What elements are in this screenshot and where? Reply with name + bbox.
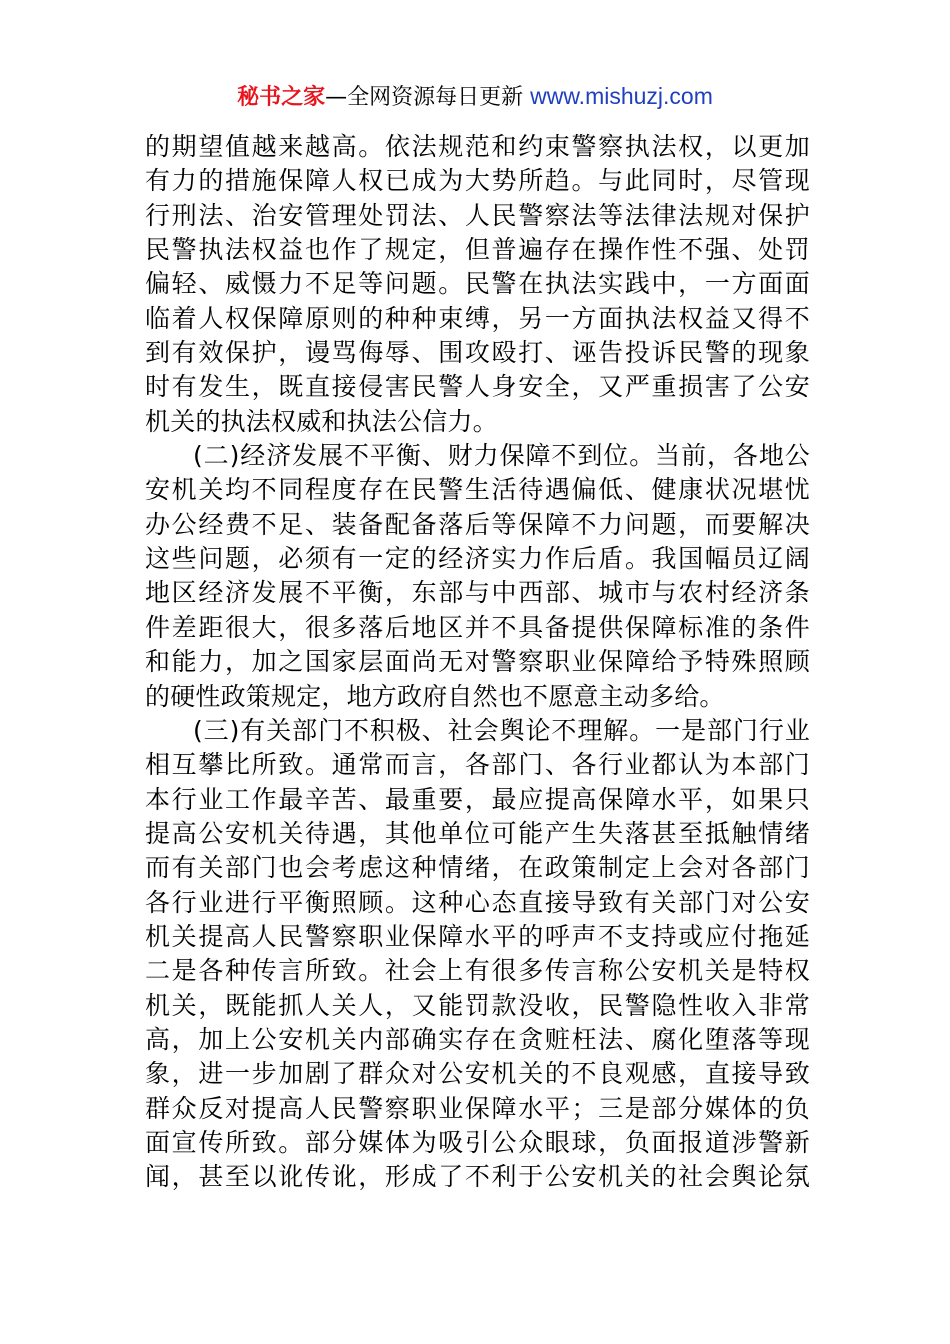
text-line: 有力的措施保障人权已成为大势所趋。与此同时，尽管现: [145, 166, 810, 196]
text-line: 办公经费不足、装备配备落后等保障不力问题，而要解决: [145, 509, 810, 539]
text-line: 面宣传所致。部分媒体为吸引公众眼球，负面报道涉警新: [145, 1127, 810, 1157]
section-heading-line: (三)有关部门不积极、社会舆论不理解。一是部门行业: [193, 715, 810, 745]
text-line: 到有效保护，谩骂侮辱、围攻殴打、诬告投诉民警的现象: [145, 338, 810, 368]
text-line: 二是各种传言所致。社会上有很多传言称公安机关是特权: [145, 956, 810, 986]
text-line: 件差距很大，很多落后地区并不具备提供保障标准的条件: [145, 612, 810, 642]
text-line: 民警执法权益也作了规定，但普遍存在操作性不强、处罚: [145, 235, 810, 265]
text-line: 机关的执法权威和执法公信力。: [145, 406, 498, 436]
text-line: 而有关部门也会考虑这种情绪，在政策制定上会对各部门: [145, 853, 810, 883]
document-body: [145, 130, 810, 1195]
text-line: 机关，既能抓人关人，又能罚款没收，民警隐性收入非常: [145, 990, 810, 1020]
text-line: 时有发生，既直接侵害民警人身安全，又严重损害了公安: [145, 372, 810, 402]
text-line: 的硬性政策规定，地方政府自然也不愿意主动多给。: [145, 681, 725, 711]
page-header: [0, 80, 950, 114]
text-line: 行刑法、治安管理处罚法、人民警察法等法律法规对保护: [145, 200, 810, 230]
text-line: 和能力，加之国家层面尚无对警察职业保障给予特殊照顾: [145, 647, 810, 677]
text-line: 象，进一步加剧了群众对公安机关的不良观感，直接导致: [145, 1059, 810, 1089]
section-heading-line: (二)经济发展不平衡、财力保障不到位。当前，各地公: [193, 441, 810, 471]
text-line: 提高公安机关待遇，其他单位可能产生失落甚至抵触情绪: [145, 818, 810, 848]
text-line: 群众反对提高人民警察职业保障水平；三是部分媒体的负: [145, 1093, 810, 1123]
text-line: 偏轻、威慑力不足等问题。民警在执法实践中，一方面面: [145, 269, 810, 299]
text-line: 闻，甚至以讹传讹，形成了不利于公安机关的社会舆论氛: [145, 1162, 810, 1192]
text-line: 安机关均不同程度存在民警生活待遇偏低、健康状况堪忧: [145, 475, 810, 505]
text-line: 高，加上公安机关内部确实存在贪赃枉法、腐化堕落等现: [145, 1024, 810, 1054]
text-line: 各行业进行平衡照顾。这种心态直接导致有关部门对公安: [145, 887, 810, 917]
site-url-link[interactable]: www.mishuzj.com: [530, 83, 713, 109]
site-brand: 秘书之家: [237, 85, 326, 110]
text-line: 的期望值越来越高。依法规范和约束警察执法权，以更加: [145, 132, 810, 161]
text-line: 机关提高人民警察职业保障水平的呼声不支持或应付拖延: [145, 921, 810, 951]
text-line: 这些问题，必须有一定的经济实力作后盾。我国幅员辽阔: [145, 544, 810, 574]
text-line: 相互攀比所致。通常而言，各部门、各行业都认为本部门: [145, 750, 810, 780]
text-line: 本行业工作最辛苦、最重要，最应提高保障水平，如果只: [145, 784, 810, 814]
site-tagline: —全网资源每日更新: [325, 85, 531, 110]
text-line: 临着人权保障原则的种种束缚，另一方面执法权益又得不: [145, 303, 810, 333]
text-line: 地区经济发展不平衡，东部与中西部、城市与农村经济条: [145, 578, 810, 608]
